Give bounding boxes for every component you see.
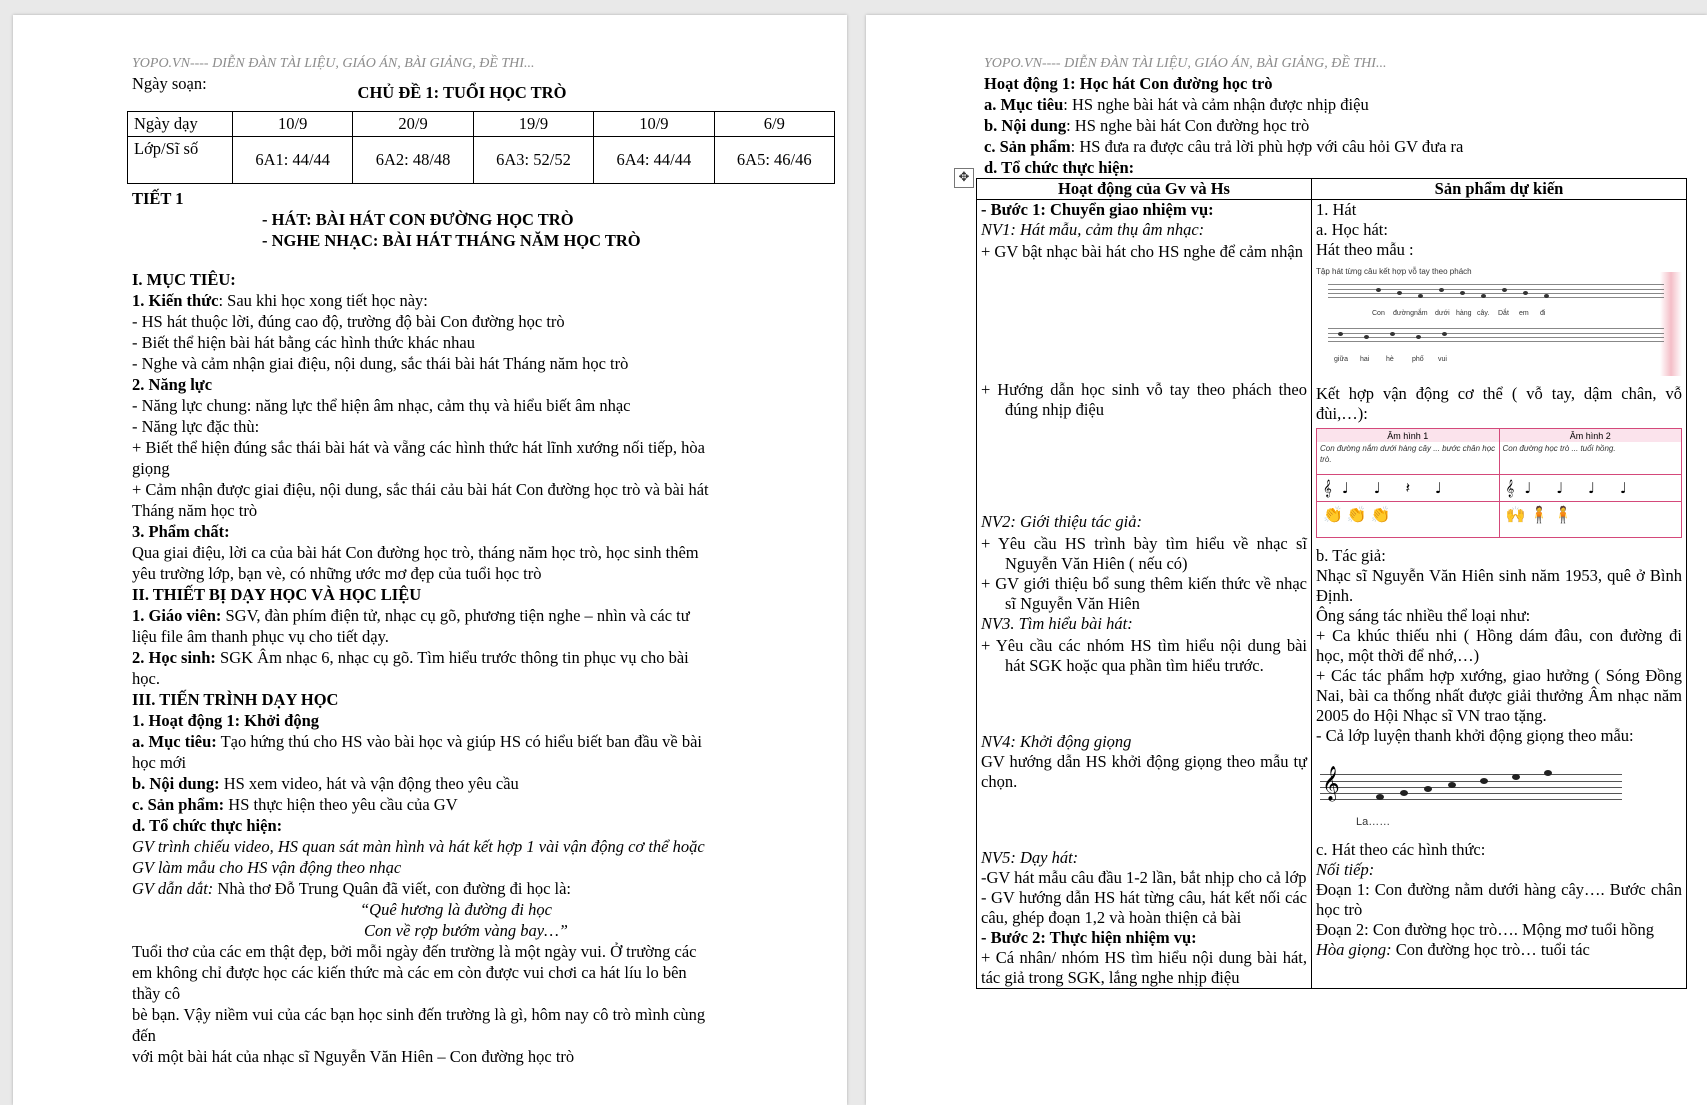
teacher-line	[132, 605, 792, 626]
lyric-syllable: nắm	[1414, 310, 1428, 317]
author-text: Nhạc sĩ Nguyễn Văn Hiên sinh năm 1953, quê ở Bình Định.	[1316, 566, 1682, 605]
student-text: SGK Âm nhạc 6, nhạc cụ gõ. Tìm hiểu trước thông tin phục vụ cho bài	[215, 648, 689, 667]
lyric-syllable: đường	[1393, 310, 1414, 317]
organization-heading: d. Tổ chức thực hiện:	[132, 816, 283, 835]
task-4-title: NV4: Khởi động giọng	[981, 732, 1132, 751]
task-5-title: NV5: Dạy hát:	[981, 848, 1079, 867]
competence-item: giọng	[132, 459, 170, 478]
form-chorus	[1316, 940, 1682, 960]
warmup-note	[1512, 774, 1520, 780]
warmup-note	[1424, 786, 1432, 792]
col-header-products: Sản phẩm dự kiến	[1312, 179, 1687, 200]
objective-label: a. Mục tiêu	[984, 95, 1064, 114]
note-head	[1544, 294, 1549, 298]
page-right-content	[958, 55, 1694, 989]
content-label: b. Nội dung	[984, 116, 1067, 135]
objective-text: : HS nghe bài hát và cảm nhận được nhịp điệu	[1063, 95, 1369, 114]
product-line	[984, 136, 1694, 157]
schedule-cell: 6A3: 52/52	[473, 137, 593, 184]
competence-item: - Năng lực đặc thù:	[132, 417, 260, 436]
warmup-score-image	[1316, 764, 1682, 830]
task-item: -GV hát mẫu câu đầu 1-2 lần, bắt nhịp cho cả lớp	[981, 868, 1307, 887]
content-line	[984, 115, 1694, 136]
introduction-text: Nhà thơ Đỗ Trung Quân đã viết, con đường đi học là:	[213, 879, 572, 898]
lyric-syllable: em	[1519, 310, 1529, 317]
sheet-music-caption: Tập hát từng câu kết hợp vỗ tay theo phách	[1316, 267, 1472, 276]
lesson-number: TIẾT 1	[132, 189, 184, 208]
task-item: - GV hướng dẫn HS hát từng câu, hát kết nối các câu, ghép đoạn 1,2 và hoàn thiện cả bài	[981, 888, 1307, 927]
sheet-music-image	[1316, 262, 1682, 380]
lyric-syllable: hàng	[1456, 310, 1472, 317]
schedule-label-class: Lớp/Sĩ số	[128, 137, 233, 184]
rhythm-pattern-1	[1317, 429, 1499, 537]
knowledge-text: : Sau khi học xong tiết học này:	[218, 291, 428, 310]
chorus-text: Con đường học trò… tuổi tác	[1391, 940, 1590, 959]
product-movement: Kết hợp vận động cơ thể ( vỗ tay, dậm chân, vỗ đùi,…):	[1316, 384, 1682, 423]
note-head	[1439, 288, 1444, 292]
lyric-syllable: phố	[1412, 356, 1424, 363]
schedule-cell: 6A1: 44/44	[233, 137, 353, 184]
product-forms: c. Hát theo các hình thức:	[1316, 840, 1486, 859]
treble-clef-icon: 𝄞	[1322, 766, 1340, 801]
task-2-title: NV2: Giới thiệu tác giả:	[981, 512, 1142, 531]
objective-line	[132, 731, 792, 752]
rhythm-notation: 𝄞♩ ♩ 𝄽 ♩	[1317, 474, 1499, 501]
competence-item: + Cảm nhận được giai điệu, nội dung, sắc thái cảu bài hát Con đường học trò và bài hát	[132, 480, 709, 499]
quality-text: yêu trường lớp, bạn vè, có những ước mơ đẹp của tuổi học trò	[132, 564, 542, 583]
knowledge-item: - Biết thể hiện bài hát bằng các hình thức khác nhau	[132, 333, 475, 352]
poem-line: Con về rợp bướm vàng bay…”	[364, 921, 568, 940]
rhythm-pattern-box	[1316, 428, 1682, 538]
activity-table-header	[977, 179, 1687, 200]
author-text: Ông sáng tác nhiều thể loại như:	[1316, 606, 1531, 625]
lyric-syllable: hai	[1360, 356, 1370, 363]
introduction-line	[132, 878, 792, 899]
schedule-cell: 10/9	[594, 112, 714, 137]
lyric-syllable: vui	[1438, 356, 1447, 363]
product-song: 1. Hát	[1316, 200, 1357, 219]
note-head	[1418, 294, 1423, 298]
document-page-left	[13, 15, 847, 1105]
step-1: - Bước 1: Chuyển giao nhiệm vụ:	[981, 200, 1214, 219]
lyric-syllable: dưới	[1435, 310, 1450, 317]
schedule-row-classes	[128, 137, 835, 184]
product-text: HS thực hiện theo yêu cầu của GV	[224, 795, 458, 814]
body-movement-icon: 🙌🧍🧍	[1500, 501, 1682, 537]
schedule-cell: 6A4: 44/44	[594, 137, 714, 184]
task-item: + GV giới thiệu bổ sung thêm kiến thức về nhạc sĩ Nguyễn Văn Hiên	[981, 574, 1307, 613]
form-part: Đoạn 2: Con đường học trò…. Mộng mơ tuổi hồng	[1316, 920, 1655, 939]
student-text-cont: học.	[132, 669, 160, 688]
clapping-icon: 👏👏👏	[1317, 501, 1499, 537]
competence-item: Tháng năm học trò	[132, 501, 258, 520]
quality-text: Qua giai điệu, lời ca của bài hát Con đường học trò, tháng năm học trò, học sinh thêm	[132, 543, 699, 562]
schedule-cell: 6/9	[714, 112, 834, 137]
chorus-label: Hòa giọng:	[1316, 940, 1392, 959]
teacher-label: 1. Giáo viên:	[132, 606, 222, 625]
lyric-syllable: đi	[1540, 310, 1546, 317]
lesson-title-2: - NGHE NHẠC: BÀI HÁT THÁNG NĂM HỌC TRÒ	[262, 231, 641, 250]
schedule-cell: 20/9	[353, 112, 473, 137]
warmup-note	[1448, 782, 1456, 788]
schedule-cell: 10/9	[233, 112, 353, 137]
note-head	[1502, 288, 1507, 292]
rhythm-lyric: Con đường học trò ... tuổi hồng.	[1502, 444, 1616, 453]
document-page-right	[866, 15, 1707, 1105]
content-line	[132, 773, 792, 794]
warmup-lyric: La……	[1356, 816, 1391, 828]
schedule-table	[127, 111, 835, 184]
warmup-note	[1400, 790, 1408, 796]
paragraph-line: với một bài hát của nhạc sĩ Nguyễn Văn Hiên – Con đường học trò	[132, 1047, 575, 1066]
author-text: + Các tác phẩm hợp xướng, giao hưởng ( Sóng Đồng Nai, bài ca thống nhất được giải thưởng Âm nhạc năm 2005 do Hội Nhạc sĩ VN trao tặng.	[1316, 666, 1682, 725]
note-head	[1390, 332, 1395, 336]
lyric-syllable: cây.	[1477, 310, 1490, 317]
products-cell	[1312, 200, 1687, 989]
warmup-note	[1544, 770, 1552, 776]
paragraph-line: Tuổi thơ của các em thật đẹp, bởi mỗi ngày đến trường là một ngày vui. Ở trường các	[132, 942, 697, 961]
student-line	[132, 647, 792, 668]
col-header-activities: Hoạt động của Gv và Hs	[977, 179, 1312, 200]
note-head	[1442, 332, 1447, 336]
poem-line: “Quê hương là đường đi học	[360, 900, 552, 919]
objective-text-cont: học mới	[132, 753, 187, 772]
page-left-content	[132, 55, 812, 1067]
schedule-row-dates	[128, 112, 835, 137]
note-head	[1397, 291, 1402, 295]
schedule-cell: 19/9	[473, 112, 593, 137]
task-item: GV hướng dẫn HS khởi động giọng theo mẫu tự chọn.	[981, 752, 1307, 791]
product-learn: a. Học hát:	[1316, 220, 1388, 239]
task-item: + Yêu cầu HS trình bày tìm hiểu về nhạc sĩ Nguyễn Văn Hiên ( nếu có)	[981, 534, 1307, 573]
lyric-syllable: giữa	[1334, 356, 1349, 363]
table-move-handle-icon[interactable]: ✥	[954, 168, 974, 188]
product-label: c. Sản phẩm	[984, 137, 1071, 156]
rhythm-notation: 𝄞♩ ♩ ♩ ♩	[1500, 474, 1682, 501]
paragraph-line: đến	[132, 1026, 156, 1045]
product-line	[132, 794, 792, 815]
activity-heading: Hoạt động 1: Học hát Con đường học trò	[984, 74, 1273, 93]
lyric-syllable: Con	[1372, 310, 1385, 317]
product-sample: Hát theo mẫu :	[1316, 240, 1414, 259]
knowledge-item: - HS hát thuộc lời, đúng cao độ, trường độ bài Con đường học trò	[132, 312, 565, 331]
section-equipment: II. THIẾT BỊ DẠY HỌC VÀ HỌC LIỆU	[132, 585, 422, 604]
schedule-cell: 6A5: 46/46	[714, 137, 834, 184]
stave-line	[1328, 328, 1664, 342]
paragraph-line: thầy cô	[132, 984, 181, 1003]
knowledge-item: - Nghe và cảm nhận giai điệu, nội dung, sắc thái bài hát Tháng năm học trò	[132, 354, 629, 373]
objective-text: Tạo hứng thú cho HS vào bài học và giúp HS có hiểu biết ban đầu về bài	[216, 732, 702, 751]
content-label: b. Nội dung:	[132, 774, 220, 793]
task-item: + Hướng dẫn học sinh vỗ tay theo phách theo đúng nhịp điệu	[981, 380, 1307, 419]
note-head	[1523, 291, 1528, 295]
activity-1-heading: 1. Hoạt động 1: Khởi động	[132, 711, 320, 730]
rhythm-lyric: Con đường nắm dưới hàng cây ... bước chân học trò.	[1320, 444, 1496, 464]
introduction-label: GV dẫn dắt:	[132, 879, 214, 898]
schedule-label-date: Ngày dạy	[128, 112, 233, 137]
page-header: YOPO.VN---- DIỄN ĐÀN TÀI LIỆU, GIÁO ÁN, BÀI GIẢNG, ĐỀ THI...	[132, 56, 535, 71]
note-head	[1364, 335, 1369, 339]
warmup-text: - Cả lớp luyện thanh khởi động giọng theo mẫu:	[1316, 726, 1634, 745]
note-head	[1416, 335, 1421, 339]
competence-item: - Năng lực chung: năng lực thể hiện âm nhạc, cảm thụ và hiểu biết âm nhạc	[132, 396, 631, 415]
lesson-title-1: - HÁT: BÀI HÁT CON ĐƯỜNG HỌC TRÒ	[262, 210, 574, 229]
activity-table-row	[977, 200, 1687, 989]
product-text: : HS đưa ra được câu trả lời phù hợp với câu hỏi GV đưa ra	[1070, 137, 1464, 156]
teacher-text-cont: liệu file âm thanh phục vụ cho tiết dạy.	[132, 627, 389, 646]
organization-heading: d. Tổ chức thực hiện:	[984, 158, 1135, 177]
note-head	[1481, 294, 1486, 298]
product-label: c. Sản phẩm:	[132, 795, 225, 814]
content-text: : HS nghe bài hát Con đường học trò	[1066, 116, 1310, 135]
step-2: - Bước 2: Thực hiện nhiệm vụ:	[981, 928, 1197, 947]
lyric-syllable: hè	[1386, 356, 1394, 363]
quality-heading: 3. Phẩm chất:	[132, 522, 230, 541]
topic-title: CHỦ ĐỀ 1: TUỔI HỌC TRÒ	[357, 83, 567, 102]
objective-label: a. Mục tiêu:	[132, 732, 217, 751]
warmup-note	[1480, 778, 1488, 784]
objective-line	[984, 94, 1694, 115]
teacher-text: SGV, đàn phím điện tử, nhạc cụ gõ, phương tiện nghe – nhìn và các tư	[221, 606, 690, 625]
task-item: + GV bật nhạc bài hát cho HS nghe để cảm nhận	[981, 242, 1303, 261]
paragraph-line: em không chỉ được học các kiến thức mà các em còn được vui chơi ca hát líu lo bên	[132, 963, 687, 982]
schedule-cell: 6A2: 48/48	[353, 137, 473, 184]
competence-heading: 2. Năng lực	[132, 375, 213, 394]
task-1-title: NV1: Hát mẫu, cảm thụ âm nhạc:	[981, 220, 1205, 239]
competence-item: + Biết thể hiện đúng sắc thái bài hát và vẵng các hình thức hát lĩnh xướng nối tiếp, hòa	[132, 438, 705, 457]
rhythm-title: Âm hình 1	[1317, 429, 1499, 442]
warmup-note	[1376, 794, 1384, 800]
note-head	[1376, 288, 1381, 292]
warmup-stave	[1320, 774, 1622, 800]
form-relay: Nối tiếp:	[1316, 860, 1375, 879]
activity-table	[976, 178, 1687, 989]
organization-text: GV trình chiếu video, HS quan sát màn hình và hát kết hợp 1 vài vận động cơ thể hoặc	[132, 837, 705, 856]
page-header: YOPO.VN---- DIỄN ĐÀN TÀI LIỆU, GIÁO ÁN, BÀI GIẢNG, ĐỀ THI...	[984, 56, 1387, 71]
author-text: + Ca khúc thiếu nhi ( Hồng dám đâu, con đường đi học, một thời để nhớ,…)	[1316, 626, 1682, 665]
product-author: b. Tác giả:	[1316, 546, 1386, 565]
form-part: Đoạn 1: Con đường nằm dưới hàng cây…. Bước chân học trò	[1316, 880, 1682, 919]
rhythm-title: Âm hình 2	[1500, 429, 1682, 442]
student-label: 2. Học sinh:	[132, 648, 216, 667]
note-head	[1338, 332, 1343, 336]
content-text: HS xem video, hát và vận động theo yêu cầu	[219, 774, 519, 793]
ngay-soan: Ngày soạn:	[132, 74, 207, 93]
rhythm-pattern-2	[1499, 429, 1682, 537]
knowledge-label: 1. Kiến thức	[132, 291, 219, 310]
task-item: + Cá nhân/ nhóm HS tìm hiểu nội dung bài hát, tác giả trong SGK, lắng nghe nhịp điệu	[981, 948, 1307, 987]
section-objectives: I. MỤC TIÊU:	[132, 270, 236, 289]
organization-text: GV làm mẫu cho HS vận động theo nhạc	[132, 858, 402, 877]
activities-cell	[977, 200, 1312, 989]
note-head	[1460, 291, 1465, 295]
knowledge-line	[132, 290, 792, 311]
task-3-title: NV3. Tìm hiểu bài hát:	[981, 614, 1133, 633]
lyric-syllable: Dắt	[1498, 310, 1509, 317]
section-process: III. TIẾN TRÌNH DẠY HỌC	[132, 690, 339, 709]
paragraph-line: bè bạn. Vậy niềm vui của các bạn học sinh đến trường là gì, hôm nay cô trò mình cùng	[132, 1005, 706, 1024]
task-item: + Yêu cầu các nhóm HS tìm hiểu nội dung bài hát SGK hoặc qua phần tìm hiểu trước.	[981, 636, 1307, 675]
